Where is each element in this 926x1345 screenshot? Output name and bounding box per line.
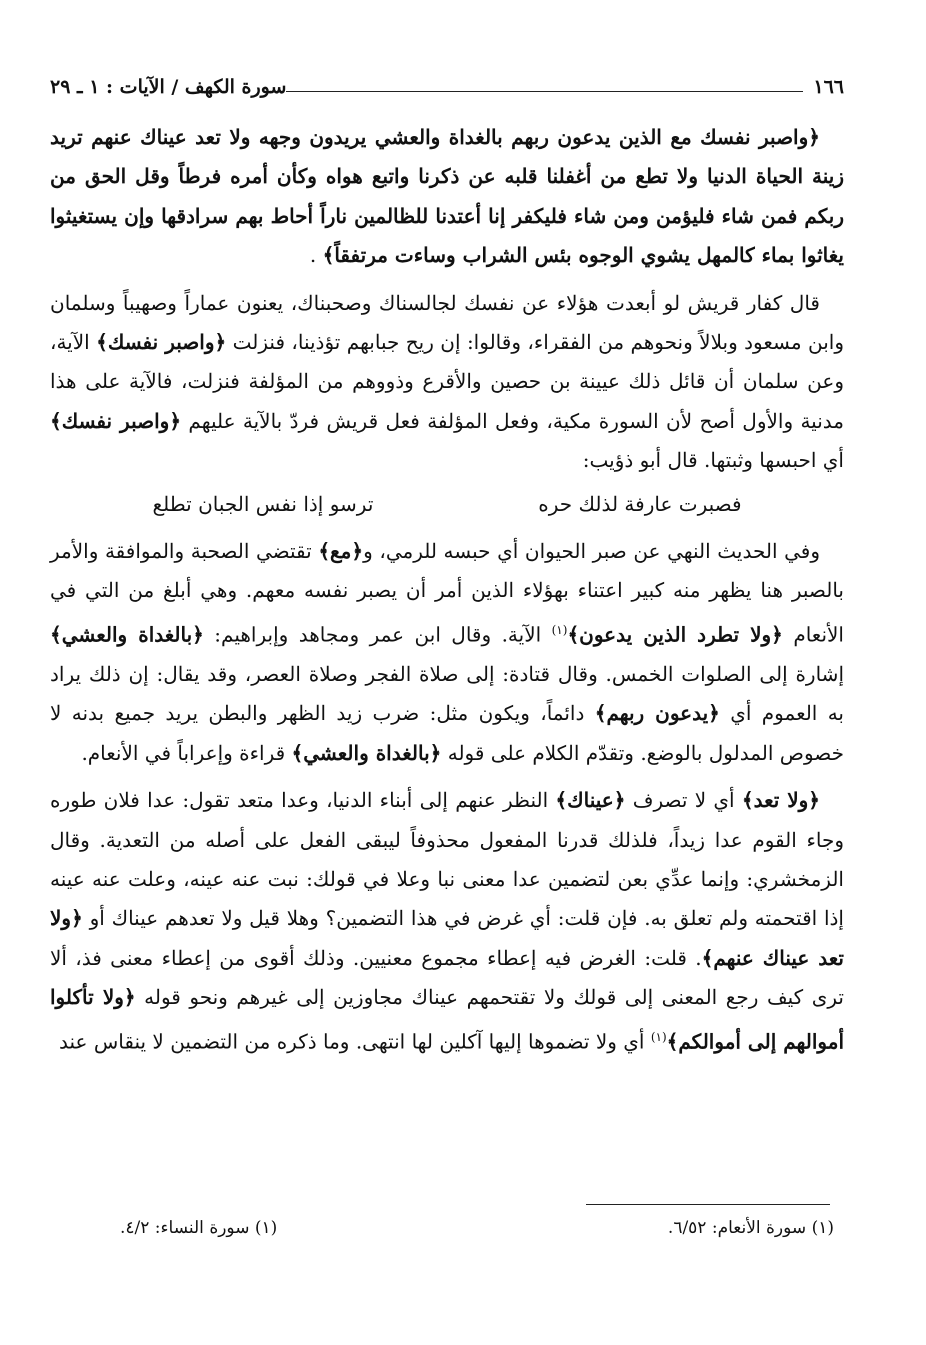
text-run: . قلت: الغرض فيه إعطاء مجموع معنيين. وذلك أقوى من إعطاء معنى فذ، ألا ترى كيف رجع المعنى إلى قولك ولا تقتحمهم عيناك مجاوزين إلى غيرهم ونحو قوله (50, 945, 844, 1010)
poetry-verse (70, 485, 824, 524)
text-run: أي لا تصرف (625, 788, 742, 813)
hemistich-first: فصبرت عارفة لذلك حره (538, 491, 742, 516)
text-run: أي احبسها وثبتها. قال أبو ذؤيب: (582, 448, 844, 473)
quran-quote: ﴿ولا تعد﴾ (741, 788, 820, 813)
header-title-group (50, 76, 813, 98)
paragraph-4 (50, 781, 844, 1062)
hemistich-second: ترسو إذا نفس الجبان تطلع (152, 491, 374, 516)
paragraph-3 (50, 532, 844, 773)
quran-quote: ﴿واصبر نفسك﴾ (96, 330, 227, 355)
body-text (50, 118, 844, 1062)
footnotes (120, 1218, 834, 1238)
text-run: النظر عنهم إلى أبناء الدنيا، وعدا متعد تقول: عدا فلان طوره وجاء القوم عدا زيداً، فلذلك قدرنا المفعول محذوفاً ليبقى الفعل على أصله من التعدية. وقال الزمخشري: وإنما عدِّي بعن لتضمين عدا معنى نبا وعلا في قولك: نبت عنه عينه، وعلت عنه عينه إذا اقتحمته ولم تعلق به. فإن قلت: أي غرض في هذا التضمين؟ وهلا قيل ولا تعدهم عيناك أو (50, 788, 844, 931)
running-head (50, 70, 844, 98)
quran-quote: ﴿ولا تأكلوا أموالهم إلى أموالكم﴾ (50, 985, 844, 1054)
quran-quote: ﴿عيناك﴾ (555, 788, 626, 813)
quran-quote: ﴿واصبر نفسك﴾ (50, 408, 182, 433)
text-run: أي ولا تضموها إليها آكلين لها انتهى. وما ذكره من التضمين لا ينقاس عند (59, 1029, 651, 1054)
text-run: قال كفار قريش لو أبعدت هؤلاء عن نفسك لجالسناك وصحبناك، يعنون عماراً وصهيباً وسلمان وابن مسعود وبلالاً ونحوهم من الفقراء، وقالوا: إن ريح جبابهم تؤذينا، فنزلت (50, 290, 845, 355)
text-run: تقتضي الصحبة والموافقة والأمر بالصبر هنا يظهر منه كبير اعتناء بهؤلاء الذين أمر أن يصبر نفسه معهم. وهي أبلغ من التي في الأنعام (50, 539, 844, 647)
quran-quote: ﴿ولا تعد عيناك عنهم﴾ (50, 906, 845, 970)
quran-quote: ﴿بالغداة والعشي﴾ (50, 622, 204, 647)
paragraph-2 (50, 284, 844, 481)
text-run: وفي الحديث النهي عن صبر الحيوان أي حبسه للرمي، و (363, 539, 820, 564)
footnote-marker: (١) (551, 622, 568, 637)
footnote-marker: (١) (650, 1029, 667, 1044)
quran-quote: ﴿بالغداة والعشي﴾ (291, 740, 442, 765)
footnote-separator (586, 1204, 830, 1205)
text-run: . (309, 243, 323, 268)
text-run: قراءة وإعراباً في الأنعام. (81, 740, 292, 765)
quran-quote: ﴿مع﴾ (318, 539, 364, 564)
paragraph-verse (50, 118, 844, 276)
quran-quote: ﴿ولا تطرد الذين يدعون﴾ (567, 622, 783, 647)
quran-quote: ﴿يدعون ربهم﴾ (594, 701, 720, 726)
footnote-1: (١) سورة الأنعام: ٦/٥٢. (667, 1218, 834, 1238)
header-rule (286, 91, 803, 92)
quran-verse: ﴿واصبر نفسك مع الذين يدعون ربهم بالغداة والعشي يريدون وجهه ولا تعد عيناك عنهم تريد زينة الحياة الدنيا ولا تطع من أغفلنا قلبه عن ذكرنا واتبع هواه وكأن أمره فرطاً وقل الحق من ربكم فمن شاء فليؤمن ومن شاء فليكفر إنا أعتدنا للظالمين ناراً أحاط بهم سرادقها وإن يستغيثوا يغاثوا بماء كالمهل يشوي الوجوه بئس الشراب وساءت مرتفقاً﴾ (50, 125, 844, 268)
text-run: إشارة إلى الصلوات الخمس. وقال قتادة: إلى صلاة الفجر وصلاة العصر، وقد يقال: إن ذلك يراد به العموم أي (50, 661, 845, 726)
footnote-2: (١) سورة النساء: ٤/٢. (120, 1218, 278, 1238)
page-number: ١٦٦ (813, 76, 844, 98)
text-run: الآية. وقال ابن عمر ومجاهد وإبراهيم: (203, 622, 552, 647)
text-run: الآية، وعن سلمان أن قائل ذلك عيينة بن حصين والأقرع وذووهم من المؤلفة فنزلت، فالآية على هذا مدنية والأول أصح لأن السورة مكية، وفعل المؤلفة فعل قريش فردّ بالآية عليهم (50, 330, 844, 433)
text-run: دائماً، ويكون مثل: ضرب زيد الظهر والبطن يريد جميع بدنه لا خصوص المدلول بالوضع. وتقدّم الكلام على قوله (50, 701, 844, 765)
header-title: سورة الكهف / الآيات : ١ ـ ٢٩ (50, 76, 287, 98)
